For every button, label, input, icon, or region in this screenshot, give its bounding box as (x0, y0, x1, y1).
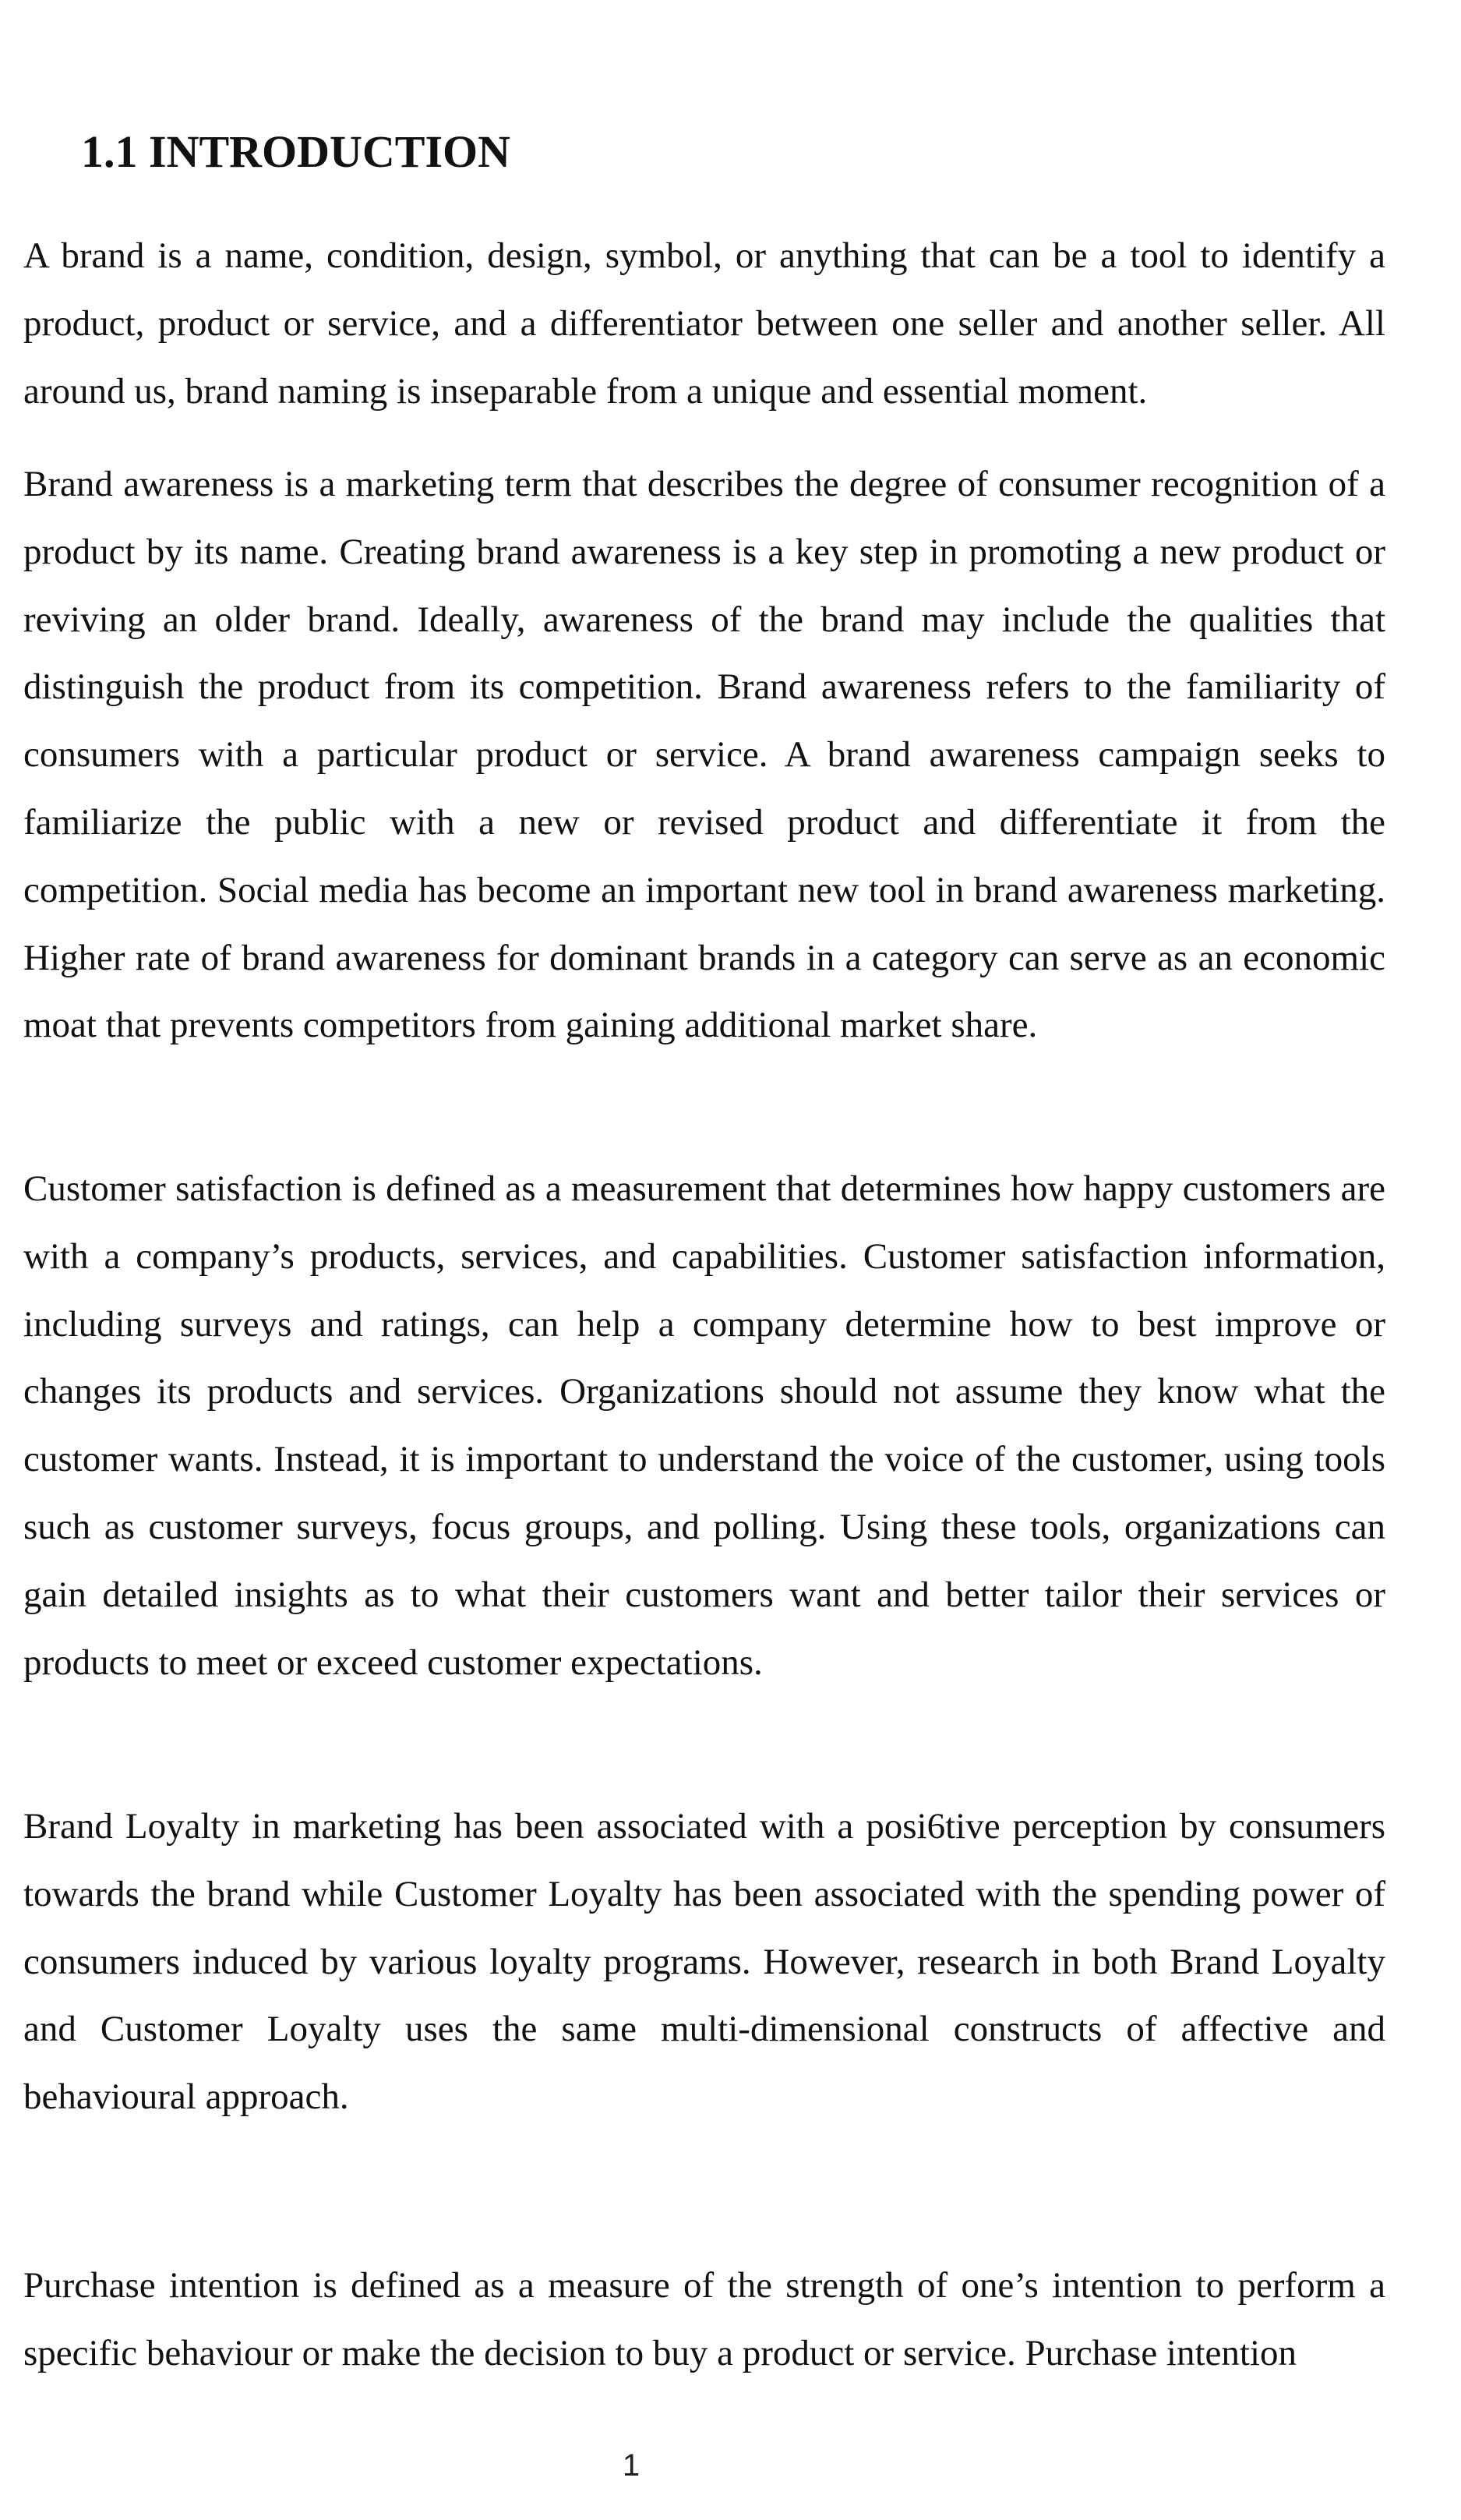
paragraph-brand-definition: A brand is a name, condition, design, symbol, or anything that can be a tool to identify a product, product or service, and a differentiator between one seller and another seller. All around us, brand naming is inseparable from a unique and essential moment. (23, 235, 1385, 412)
section-heading: 1.1 INTRODUCTION (81, 126, 511, 177)
paragraph-purchase-intention: Purchase intention is defined as a measure of the strength of one’s intention to perform a specific behaviour or make the decision to buy a product or service. Purchase intention (23, 2265, 1385, 2373)
page-number: 1 (622, 2448, 641, 2483)
paragraph-customer-satisfaction: Customer satisfaction is defined as a measurement that determines how happy customers are with a company’s products, services, and capabilities. Customer satisfaction information, including surveys and ratings, can help a company determine how to best improve or changes its products and services. Organizations should not assume they know what the customer wants. Instead, it is important to understand the voice of the customer, using tools such as customer surveys, focus groups, and polling. Using these tools, organizations can gain detailed insights as to what their customers want and better tailor their services or products to meet or exceed customer expectations. (23, 1168, 1385, 1683)
paragraph-brand-loyalty: Brand Loyalty in marketing has been associated with a posi6tive perception by consumers towards the brand while Customer Loyalty has been associated with the spending power of consumers induced by various loyalty programs. However, research in both Brand Loyalty and Customer Loyalty uses the same multi-dimensional constructs of affective and behavioural approach. (23, 1806, 1385, 2118)
paragraph-brand-awareness: Brand awareness is a marketing term that describes the degree of consumer recognition of a product by its name. Creating brand awareness is a key step in promoting a new product or reviving an older brand. Ideally, awareness of the brand may include the qualities that distinguish the product from its competition. Brand awareness refers to the familiarity of consumers with a particular product or service. A brand awareness campaign seeks to familiarize the public with a new or revised product and differentiate it from the competition. Social media has become an important new tool in brand awareness marketing. Higher rate of brand awareness for dominant brands in a category can serve as an economic moat that prevents competitors from gaining additional market share. (23, 464, 1385, 1046)
